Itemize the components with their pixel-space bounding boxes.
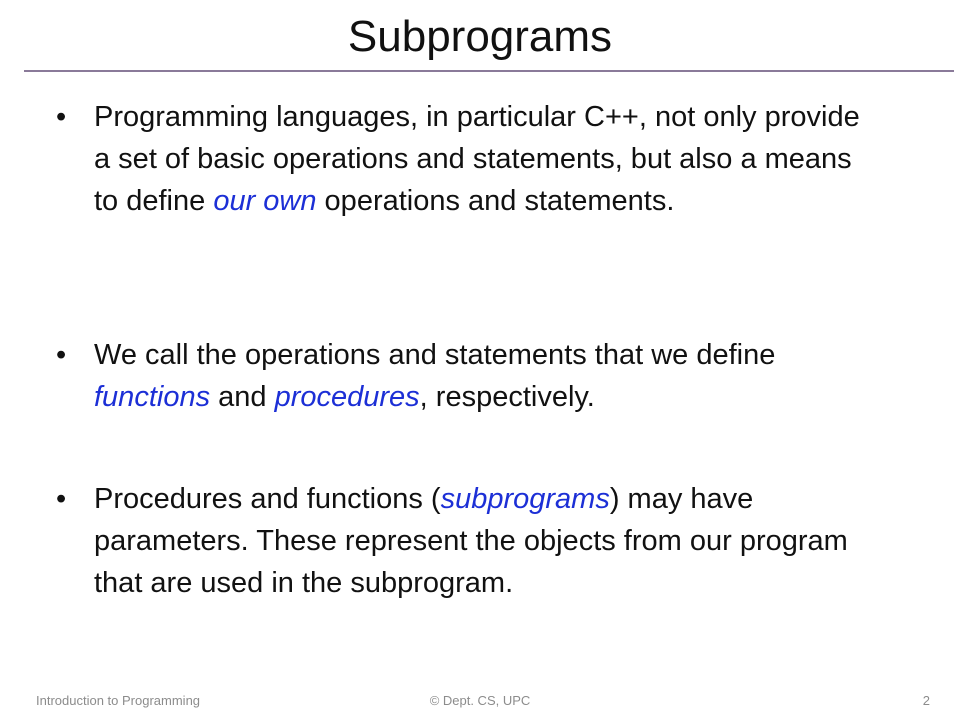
footer-copyright: © Dept. CS, UPC xyxy=(429,693,531,708)
bullet-1-emphasis-our-own: our own xyxy=(213,185,317,217)
bullet-3-text-part: ) may have parameters. These represent the objects from our program that are used in the subprogram. xyxy=(94,483,848,599)
footer-page-number: 2 xyxy=(922,693,930,708)
footer-course-name: Introduction to Programming xyxy=(36,693,201,708)
bullet-1-text-part: operations and statements. xyxy=(316,185,675,217)
bullet-item-3 xyxy=(56,478,876,604)
bullet-marker: • xyxy=(56,101,67,133)
bullet-2-emphasis-functions: functions xyxy=(94,381,211,413)
bullet-marker: • xyxy=(56,339,67,371)
bullet-1-text-part: Programming languages, in particular C++, not only provide a set of basic operations and statements, but also a means to define xyxy=(94,101,860,217)
slide-title: Subprograms xyxy=(347,12,613,61)
bullet-item-2 xyxy=(56,334,876,418)
bullet-text-1 xyxy=(94,96,876,222)
bullet-marker: • xyxy=(56,483,67,515)
bullet-text-3 xyxy=(94,478,876,604)
bullet-text-2 xyxy=(94,334,876,418)
title-divider xyxy=(24,70,954,72)
bullet-2-text-part: We call the operations and statements that we define xyxy=(94,339,776,371)
bullet-2-text-part: , respectively. xyxy=(419,381,595,413)
bullet-3-text-part: Procedures and functions ( xyxy=(94,483,441,515)
bullet-2-emphasis-procedures: procedures xyxy=(274,381,420,413)
bullet-item-1 xyxy=(56,96,876,222)
bullet-3-emphasis-subprograms: subprograms xyxy=(440,483,610,515)
bullet-2-text-part: and xyxy=(210,381,275,413)
